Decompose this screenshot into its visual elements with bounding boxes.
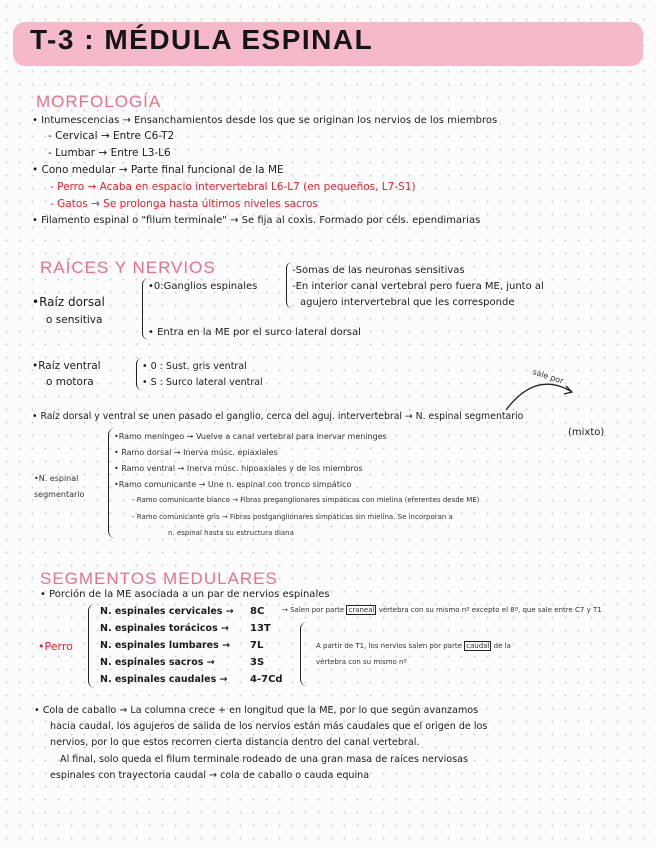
cola-line-3: nervios, por lo que estos recorren cierta distancia dentro del canal vertebral. <box>50 737 420 748</box>
sensitiva-label: o sensitiva <box>46 314 103 326</box>
raiz-dorsal-label: •Raíz dorsal <box>32 295 105 309</box>
surco-line: • S : Surco lateral ventral <box>142 377 263 388</box>
perro-line: - Perro → Acaba en espacio intervertebral L6-L7 (en pequeños, L7-S1) <box>50 181 416 193</box>
ventral-line: • Ramo ventral → Inerva músc. hipoaxiales y de los miembros <box>114 464 363 473</box>
right-note-box: caudal <box>466 642 490 650</box>
segment-row-label: N. espinales caudales → <box>100 674 228 685</box>
page-title: T-3 : MÉDULA ESPINAL <box>30 24 374 55</box>
cervical-note-a: → Salen por parte <box>282 606 345 614</box>
segment-row-value: 4-7Cd <box>250 674 283 685</box>
motora-label: o motora <box>46 376 94 388</box>
blanco-line: - Ramo comunicante blanco → Fibras preganglionares simpáticas con mielina (eferentes desde ME) <box>132 496 480 504</box>
segmentario-label: segmentario <box>34 490 85 499</box>
segment-row-value: 8C <box>250 606 265 617</box>
meningeo-line: •Ramo meníngeo → Vuelve a canal vertebral para inervar meninges <box>114 432 387 441</box>
intumescencias-line: • Intumescencias → Ensanchamientos desde los que se originan los nervios de los miembros <box>32 115 498 126</box>
heading-morfologia: MORFOLOGÍA <box>36 92 162 111</box>
mixto-label: (mixto) <box>568 427 605 438</box>
perro-segmentos-label: •Perro <box>38 640 73 653</box>
dorsal-line: • Ramo dorsal → Inerva músc. epiaxiales <box>114 448 278 457</box>
cervical-note-box: craneal <box>348 606 375 614</box>
comunicante-line: •Ramo comunicante → Une n. espinal con tronco simpático <box>114 480 352 489</box>
heading-segmentos: SEGMENTOS MEDULARES <box>40 569 278 588</box>
cervical-line: - Cervical → Entre C6-T2 <box>48 130 175 142</box>
right-note-b: de la <box>493 642 511 650</box>
segment-row-value: 3S <box>250 657 265 668</box>
right-note-c: vértebra con su mismo nº <box>316 658 407 666</box>
sale-por-label: sale por <box>531 367 565 386</box>
n-espinal-label: •N. espinal <box>34 474 79 483</box>
cervical-note-b: vértebra con su mismo nº excepto el 8º, que sale entre C7 y T1 <box>378 606 602 614</box>
segment-row-label: N. espinales torácicos → <box>100 623 229 634</box>
cola-line-4: Al final, solo queda el filum terminale rodeado de una gran masa de raíces nerviosas <box>60 754 468 765</box>
right-note-a: A partir de T1, los nervios salen por parte <box>316 642 462 650</box>
gris-line-2: n. espinal hasta su estructura diana <box>168 529 294 537</box>
agujero-line: agujero intervertebral que les corresponde <box>300 297 515 308</box>
somas-line: -Somas de las neuronas sensitivas <box>292 265 465 276</box>
porcion-line: • Porción de la ME asociada a un par de nervios espinales <box>40 589 330 600</box>
filamento-line: • Filamento espinal o "filum terminale" → Se fija al coxis. Formado por céls. ependimarias <box>32 215 481 226</box>
raiz-ventral-label: •Raíz ventral <box>32 360 101 372</box>
ganglios-line: •0:Ganglios espinales <box>148 281 258 292</box>
segment-row-label: N. espinales sacros → <box>100 657 215 668</box>
cono-line: • Cono medular → Parte final funcional de la ME <box>32 164 284 176</box>
segment-row-label: N. espinales cervicales → <box>100 606 234 617</box>
heading-raices: RAÍCES Y NERVIOS <box>40 258 216 277</box>
gatos-line: - Gatos → Se prolonga hasta últimos niveles sacros <box>50 198 318 210</box>
gris-line: - Ramo comunicante gris → Fibras postganglionares simpáticas sin mielina. Se incorporan a <box>132 513 453 521</box>
brace-right-note <box>300 622 307 686</box>
cola-line-2: hacia caudal, los agujeros de salida de los nervios están más caudales que el origen de los <box>50 721 488 732</box>
segment-row-value: 7L <box>250 640 264 651</box>
interior-line: -En interior canal vertebral pero fuera ME, junto al <box>292 281 544 292</box>
segment-row-value: 13T <box>250 623 271 634</box>
cervical-note <box>282 604 602 617</box>
right-note <box>316 640 511 653</box>
entra-line: • Entra en la ME por el surco lateral dorsal <box>148 327 361 338</box>
segment-row-label: N. espinales lumbares → <box>100 640 231 651</box>
lumbar-line: - Lumbar → Entre L3-L6 <box>48 147 171 159</box>
union-line: • Raíz dorsal y ventral se unen pasado el ganglio, cerca del aguj. intervertebral → N. espinal segmentario <box>32 411 524 422</box>
brace-perro <box>88 604 95 688</box>
sust-line: • 0 : Sust. gris ventral <box>142 361 247 372</box>
cola-line-1: • Cola de caballo → La columna crece + en longitud que la ME, por lo que según avanzamos <box>34 705 479 716</box>
cola-line-5: espinales con trayectoria caudal → cola de caballo o cauda equina <box>50 770 370 781</box>
